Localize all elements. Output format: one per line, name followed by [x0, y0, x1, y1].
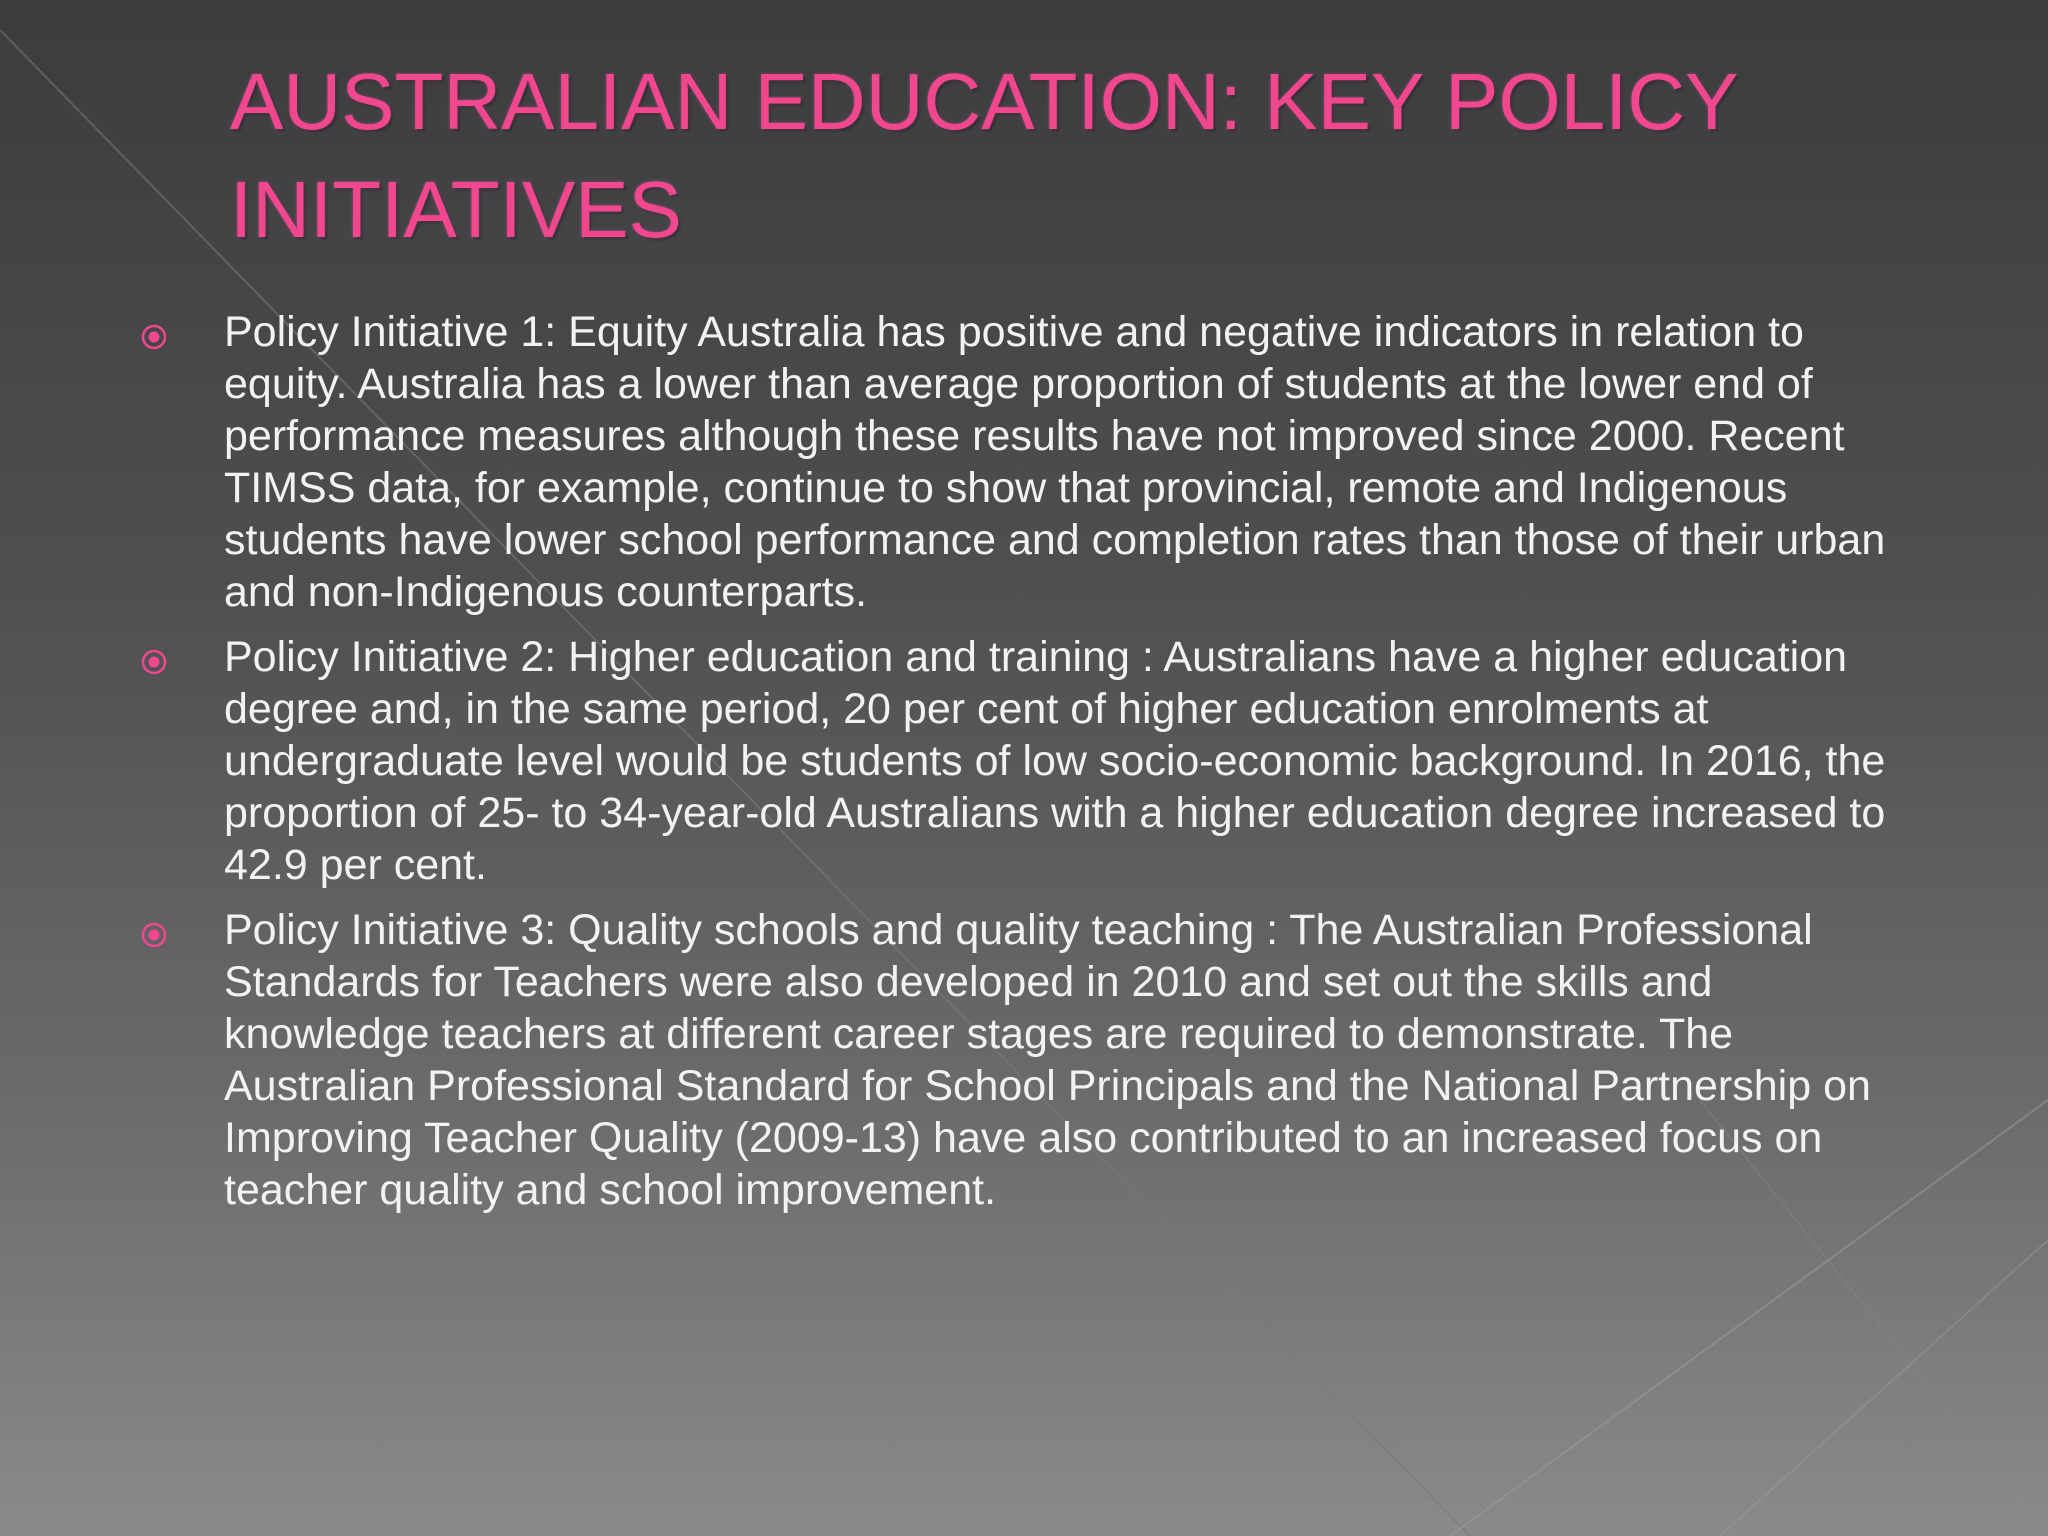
bullet-item-1	[0, 306, 1904, 618]
bullet-text-3: Policy Initiative 3: Quality schools and quality teaching : The Australian Professional Standards for Teachers were also developed in 2010 and set out the skills and knowledge teachers at different career stages are required to demonstrate. The Australian Professional Standard for School Principals and the National Partnership on Improving Teacher Quality (2009-13) have also contributed to an increased focus on teacher quality and school improvement.	[224, 906, 1871, 1214]
circle-dot-bullet-icon	[140, 648, 168, 676]
bullet-list	[0, 306, 2048, 1229]
slide-title: AUSTRALIAN EDUCATION: KEY POLICY INITIATIVES	[230, 57, 1738, 254]
bullet-item-2	[0, 631, 1904, 891]
bullet-text-1: Policy Initiative 1: Equity Australia has positive and negative indicators in relation to equity. Australia has a lower than average proportion of students at the lower end of performance measures although these results have not improved since 2000. Recent TIMSS data, for example, continue to show that provincial, remote and Indigenous students have lower school performance and completion rates than those of their urban and non-Indigenous counterparts.	[224, 308, 1886, 616]
bullet-item-3	[0, 904, 1904, 1216]
circle-dot-bullet-icon	[140, 323, 168, 351]
bullet-text-2: Policy Initiative 2: Higher education and training : Australians have a higher education degree and, in the same period, 20 per cent of higher education enrolments at undergraduate level would be students of low socio-economic background. In 2016, the proportion of 25- to 34-year-old Australians with a higher education degree increased to 42.9 per cent.	[224, 633, 1886, 889]
circle-dot-bullet-icon	[140, 921, 168, 949]
